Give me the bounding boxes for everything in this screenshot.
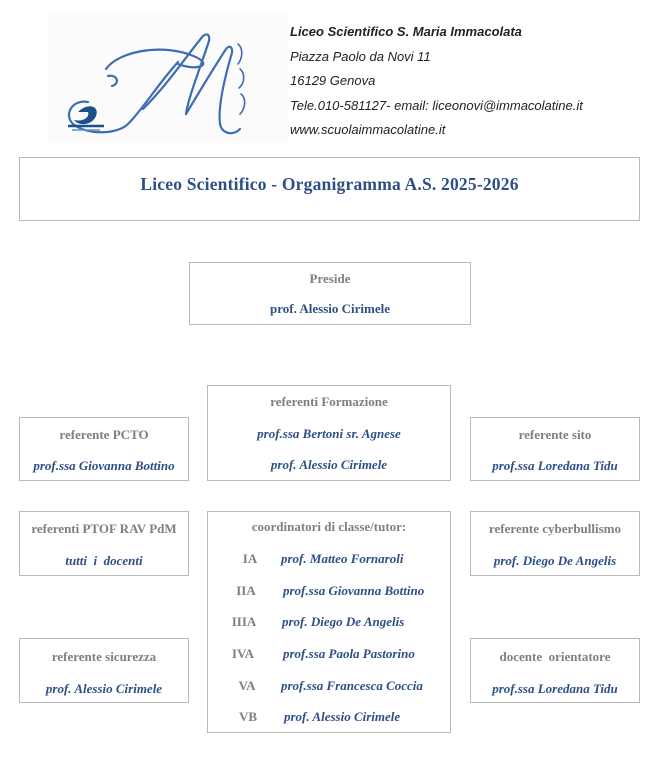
coordinator-name: prof. Alessio Cirimele xyxy=(284,709,401,724)
pcto-name: prof.ssa Giovanna Bottino xyxy=(33,458,175,473)
coordinatori-row xyxy=(208,647,450,663)
class-label: VA xyxy=(238,678,256,693)
coordinatori-row xyxy=(208,615,450,631)
school-contact-info xyxy=(290,20,620,143)
class-label: VB xyxy=(238,709,258,724)
sicurezza-box xyxy=(19,638,189,703)
coordinatori-row xyxy=(208,679,450,695)
sito-box xyxy=(470,417,640,481)
school-name: Liceo Scientifico S. Maria Immacolata xyxy=(290,24,522,39)
sicurezza-name: prof. Alessio Cirimele xyxy=(45,681,163,696)
ptof-name: tutti i docenti xyxy=(65,553,143,568)
document-title-box xyxy=(19,157,640,221)
school-logo xyxy=(48,14,288,142)
orientatore-box xyxy=(470,638,640,703)
pcto-label: referente PCTO xyxy=(59,427,149,442)
coordinatori-row xyxy=(208,710,450,726)
formazione-name-2: prof. Alessio Cirimele xyxy=(270,457,388,472)
coordinator-name: prof.ssa Francesca Coccia xyxy=(281,678,423,693)
school-address: Piazza Paolo da Novi 11 xyxy=(290,48,431,64)
ptof-label: referenti PTOF RAV PdM xyxy=(31,521,177,536)
coordinatori-row xyxy=(208,584,450,600)
coordinatori-label: coordinatori di classe/tutor: xyxy=(251,519,407,534)
coordinatori-box xyxy=(207,511,451,733)
school-website: www.scuolaimmacolatine.it xyxy=(290,122,446,137)
formazione-label: referenti Formazione xyxy=(270,394,388,409)
coordinator-name: prof. Diego De Angelis xyxy=(282,614,405,629)
formazione-name-1: prof.ssa Bertoni sr. Agnese xyxy=(257,426,401,441)
formazione-box xyxy=(207,385,451,481)
coordinatori-row xyxy=(208,552,450,568)
sito-name: prof.ssa Loredana Tidu xyxy=(492,458,618,473)
preside-name: prof. Alessio Cirimele xyxy=(270,301,390,316)
coordinator-name: prof.ssa Giovanna Bottino xyxy=(283,583,425,598)
sicurezza-label: referente sicurezza xyxy=(51,649,157,664)
class-label: IVA xyxy=(231,646,255,661)
coordinator-name: prof. Matteo Fornaroli xyxy=(281,551,404,566)
school-city: 16129 Genova xyxy=(290,73,376,88)
cyberbullismo-name: prof. Diego De Angelis xyxy=(493,553,617,568)
orientatore-label: docente orientatore xyxy=(499,649,611,664)
sito-label: referente sito xyxy=(518,427,592,442)
class-label: IA xyxy=(242,551,258,566)
preside-box xyxy=(189,262,471,325)
pcto-box xyxy=(19,417,189,481)
cyberbullismo-label: referente cyberbullismo xyxy=(488,521,621,536)
orientatore-name: prof.ssa Loredana Tidu xyxy=(492,681,618,696)
class-label: IIIA xyxy=(231,614,257,629)
preside-label: Preside xyxy=(309,271,351,286)
coordinator-name: prof.ssa Paola Pastorino xyxy=(283,646,415,661)
school-phone-email: Tele.010-581127- email: liceonovi@immacolatine.it xyxy=(290,97,583,113)
document-title: Liceo Scientifico - Organigramma A.S. 2025-2026 xyxy=(140,173,519,194)
immacolatine-monogram-icon xyxy=(48,14,288,142)
ptof-box xyxy=(19,511,189,576)
class-label: IIA xyxy=(236,583,256,598)
cyberbullismo-box xyxy=(470,511,640,576)
